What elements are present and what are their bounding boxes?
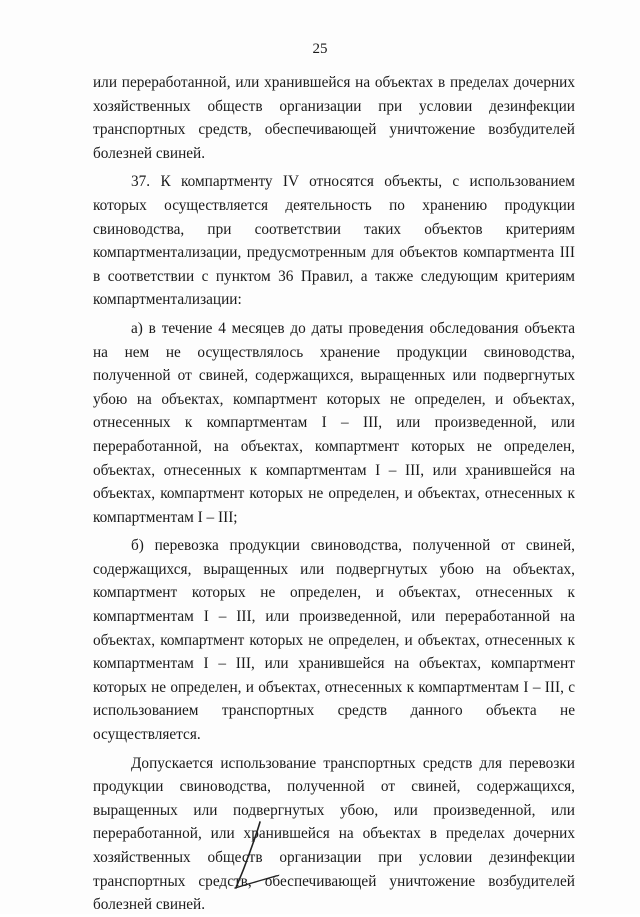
paragraph-subitem-a: а) в течение 4 месяцев до даты проведения обследования объекта на нем не осуществлялось хранение продукции свиноводства, полученной от свиней, содержащихся, выращенных или подвергнутых убою на объектах, компартмент которых не определен, и объектах, отнесенных к компартментам I – III, или произведенной, или переработанной, на объектах, компартмент которых не определен, объектах, отнесенных к компартментам I – III, или хранившейся на объектах, компартмент которых не определен, и объектах, отнесенных к компартментам I – III; [93,319,575,526]
paragraph-item-37: 37. К компартменту IV относятся объекты, с использованием которых осуществляется деятельность по хранению продукции свиноводства, при соответствии таких объектов критериям компартментализации, предусмотренным для объектов компартмента III в соответствии с пунктом 36 Правил, а также следующим критериям компартментализации: [93,173,575,309]
handwritten-signature [230,818,280,890]
paragraph-continuation: или переработанной, или хранившейся на объектах в пределах дочерних хозяйственных обществ организации при условии дезинфекции транспортных средств, обеспечивающей уничтожение возбудителей болезней свиней. [93,74,575,162]
page-number: 25 [312,41,328,57]
paragraph-subitem-b: б) перевозка продукции свиноводства, полученной от свиней, содержащихся, выращенных или подвергнутых убою на объектах, компартмент которых не определен, и объектах, отнесенных к компартментам I – III, или произведенной, или переработанной на объектах, компартмент которых не определен, и объектах, отнесенных к компартментам I – III, или хранившейся на объектах, компартмент которых не определен, и объектах, отнесенных к компартментам I – III, с использованием транспортных средств данного объекта не осуществляется. [93,537,575,744]
document-body [93,71,575,917]
paragraph-permission: Допускается использование транспортных средств для перевозки продукции свиноводства, полученной от свиней, содержащихся, выращенных или подвергнутых убою, или произведенной, или переработанной, или хранившейся на объектах в пределах дочерних хозяйственных обществ организации при условии дезинфекции транспортных средств, обеспечивающей уничтожение возбудителей болезней свиней. [93,754,575,914]
